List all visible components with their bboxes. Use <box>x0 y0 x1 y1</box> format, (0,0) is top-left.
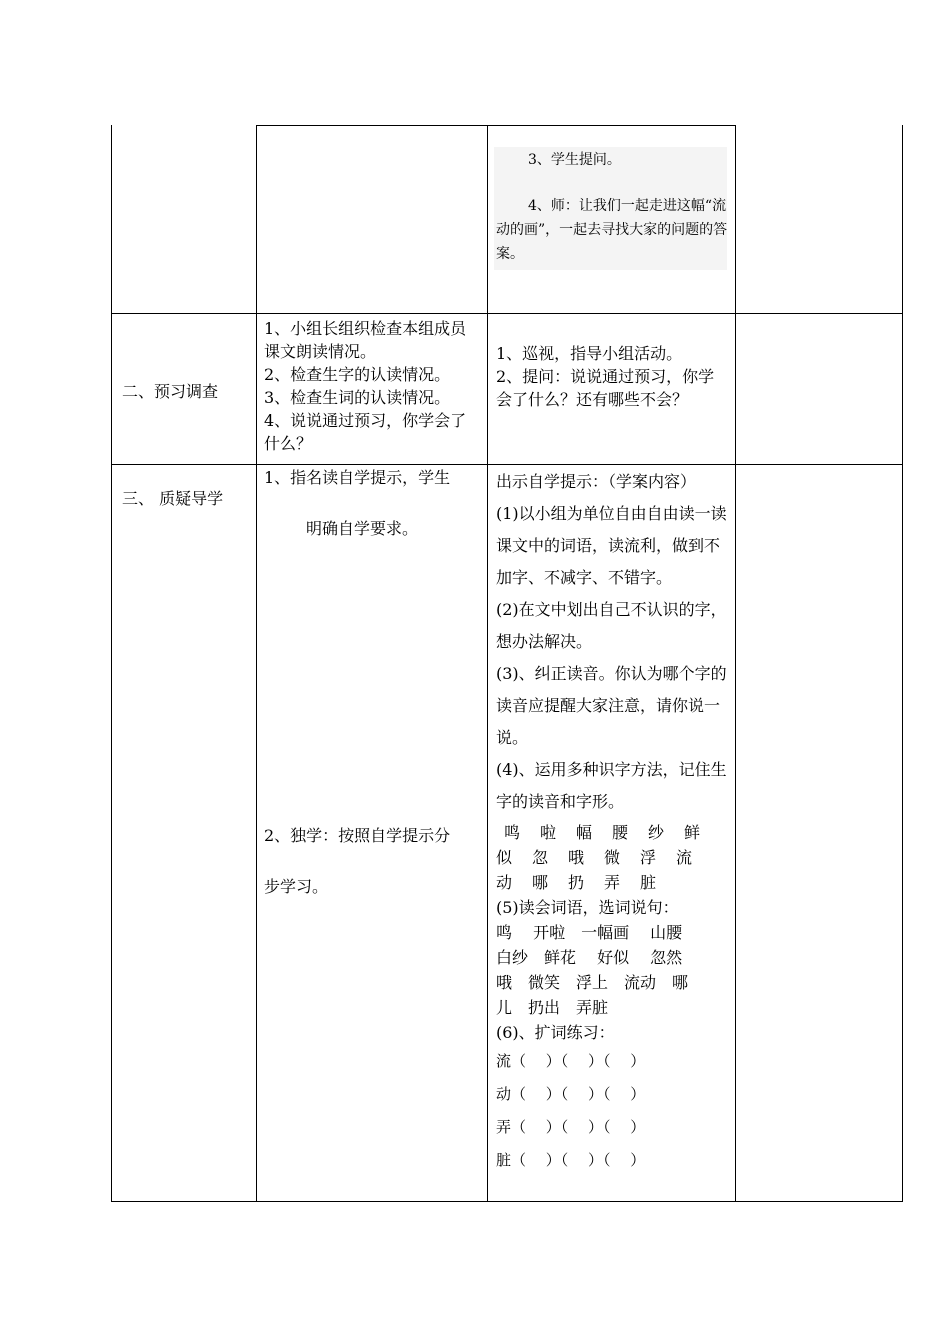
table-divider-1 <box>256 125 257 1202</box>
row2-stage-label: 二、预习调查 <box>122 382 219 401</box>
student-step-1b: 明确自学要求。 <box>306 519 419 538</box>
teacher-step-3: 3、学生提问。 <box>528 152 621 168</box>
prompt-step-1: (1)以小组为单位自由自由读一读课文中的词语，读流利，做到不加字、不减字、不错字。 <box>496 504 727 587</box>
teacher-step-4: 4、师：让我们一起走进这幅“流动的画”，一起去寻找大家的问题的答案。 <box>496 198 728 262</box>
row2-teacher-cell <box>496 342 730 411</box>
student-step-1: 1、指名读自学提示，学生 <box>264 468 451 487</box>
teacher-item-2: 2、提问：说说通过预习，你学会了什么？还有哪些不会？ <box>496 367 715 409</box>
expand-heading: (6)、扩词练习： <box>496 1023 615 1042</box>
words-row-1: 鸣 开啦 一幅画 山腰 <box>496 923 683 942</box>
table-border-right <box>902 125 903 1202</box>
char-row-3: 动 哪 扔 弄 脏 <box>496 873 659 892</box>
row1-teacher-cell <box>496 148 728 266</box>
words-row-4: 儿 扔出 弄脏 <box>496 998 609 1017</box>
table-divider-2 <box>487 125 488 1202</box>
words-heading: (5)读会词语，选词说句： <box>496 898 679 917</box>
student-item-4: 4、说说通过预习，你学会了什么？ <box>264 411 467 453</box>
row1-top-border <box>256 125 736 126</box>
prompt-step-4: (4)、运用多种识字方法，记住生字的读音和字形。 <box>496 760 727 811</box>
student-item-2: 2、检查生字的认读情况。 <box>264 365 451 384</box>
student-step-2: 2、独学：按照自学提示分 <box>264 826 451 845</box>
student-item-3: 3、检查生词的认读情况。 <box>264 388 451 407</box>
student-step-2b: 步学习。 <box>264 877 329 896</box>
row1-bottom-border <box>111 313 903 314</box>
table-border-bottom <box>111 1201 903 1202</box>
table-border-left <box>111 125 112 1202</box>
table-divider-3 <box>735 125 736 1202</box>
expand-line-3: 弄（ ）（ ）（ ） <box>496 1118 646 1136</box>
prompt-step-3: (3)、纠正读音。你认为哪个字的读音应提醒大家注意，请你说一说。 <box>496 664 727 747</box>
row2-student-cell <box>264 317 482 455</box>
char-row-2: 似 忽 哦 微 浮 流 <box>496 848 695 867</box>
words-row-3: 哦 微笑 浮上 流动 哪 <box>496 973 689 992</box>
char-row-1: 鸣 啦 幅 腰 纱 鲜 <box>504 823 703 842</box>
row3-stage-label: 三、 质疑导学 <box>122 489 224 508</box>
prompt-heading: 出示自学提示：（学案内容） <box>496 472 697 491</box>
words-row-2: 白纱 鲜花 好似 忽然 <box>496 948 683 967</box>
expand-line-4: 脏（ ）（ ）（ ） <box>496 1151 646 1169</box>
teacher-item-1: 1、巡视，指导小组活动。 <box>496 344 683 363</box>
prompt-step-2: (2)在文中划出自己不认识的字，想办法解决。 <box>496 600 727 651</box>
student-item-1: 1、小组长组织检查本组成员课文朗读情况。 <box>264 319 467 361</box>
row2-bottom-border <box>111 464 903 465</box>
expand-line-1: 流（ ）（ ）（ ） <box>496 1052 646 1070</box>
row3-teacher-cell <box>496 466 730 1177</box>
row3-student-cell-2 <box>264 824 484 898</box>
row3-student-cell-1 <box>264 466 484 540</box>
expand-line-2: 动（ ）（ ）（ ） <box>496 1085 646 1103</box>
